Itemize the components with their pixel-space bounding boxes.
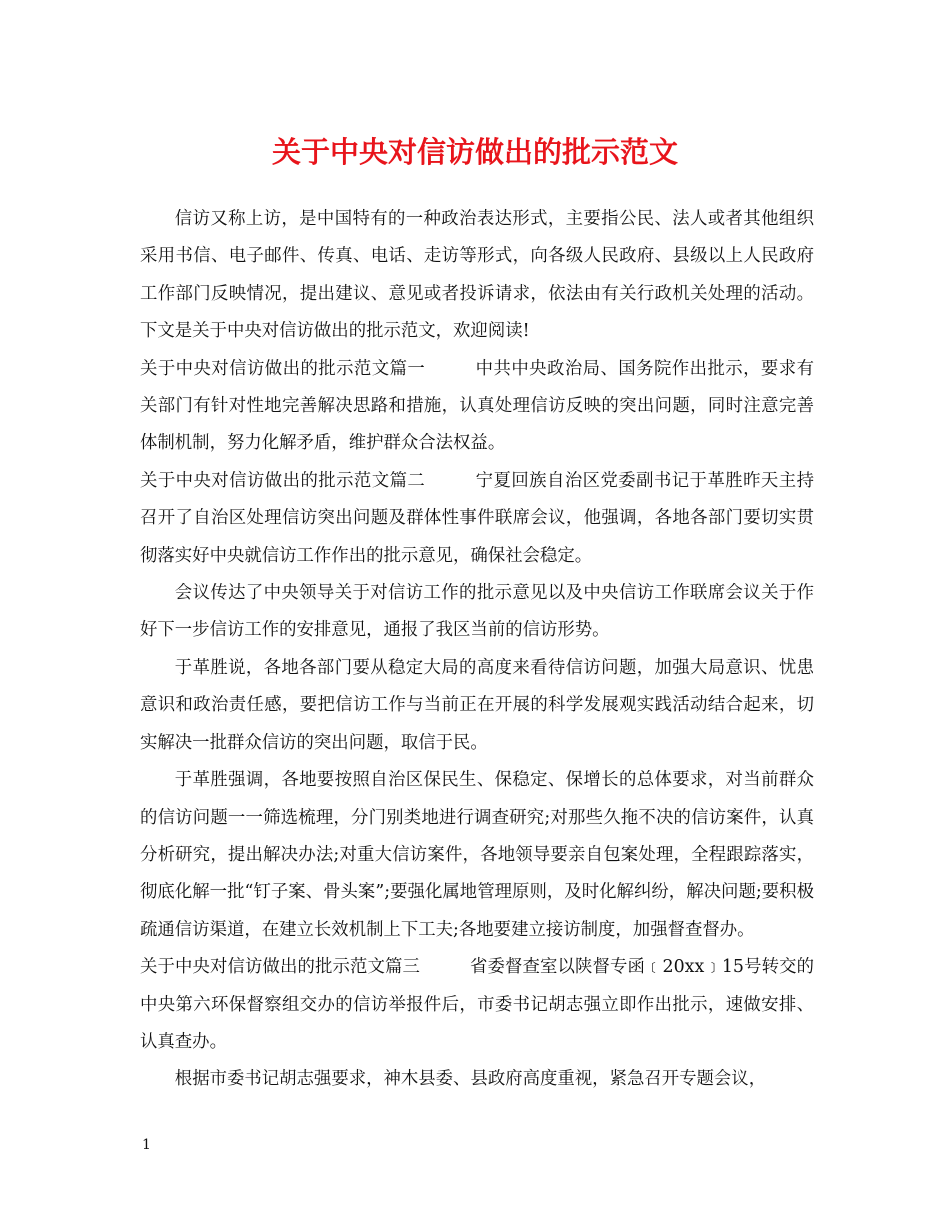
paragraph-section-3 bbox=[140, 949, 814, 1061]
page-number: 1 bbox=[142, 1137, 151, 1153]
paragraph-yu-said: 于革胜说，各地各部门要从稳定大局的高度来看待信访问题，加强大局意识、忧患意识和政治责任感，要把信访工作与当前正在开展的科学发展观实践活动结合起来，切实解决一批群众信访的突出问题，取信于民。 bbox=[140, 657, 814, 753]
paragraph-yu-emphasized: 于革胜强调，各地要按照自治区保民生、保稳定、保增长的总体要求，对当前群众的信访问题一一筛选梳理，分门别类地进行调查研究;对那些久拖不决的信访案件，认真分析研究，提出解决办法;对重大信访案件，各地领导要亲自包案处理，全程跟踪落实，彻底化解一批“钉子案、骨头案”;要强化属地管理原则，及时化解纠纷，解决问题;要积极疏通信访渠道，在建立长效机制上下工夫;各地要建立接访制度，加强督查督办。 bbox=[140, 770, 814, 940]
paragraph-meeting: 会议传达了中央领导关于对信访工作的批示意见以及中央信访工作联席会议关于作好下一步信访工作的安排意见，通报了我区当前的信访形势。 bbox=[140, 583, 814, 641]
section-heading-3: 关于中央对信访做出的批示范文篇三 bbox=[140, 957, 420, 978]
section-heading-2: 关于中央对信访做出的批示范文篇二 bbox=[140, 470, 426, 491]
paragraph-intro: 信访又称上访，是中国特有的一种政治表达形式，主要指公民、法人或者其他组织采用书信、电子邮件、传真、电话、走访等形式，向各级人民政府、县级以上人民政府工作部门反映情况，提出建议、意见或者投诉请求，依法由有关行政机关处理的活动。下文是关于中央对信访做出的批示范文，欢迎阅读! bbox=[140, 209, 814, 342]
section-text-1: 中共中央政治局、国务院作出批示，要求有关部门有针对性地完善解决思路和措施，认真处理信访反映的突出问题，同时注意完善体制机制，努力化解矛盾，维护群众合法权益。 bbox=[140, 358, 814, 454]
section-text-3: 省委督查室以陕督专函﹝20xx﹞15号转交的中央第六环保督察组交办的信访举报件后，市委书记胡志强立即作出批示，速做安排、认真查办。 bbox=[140, 957, 814, 1052]
document-title: 关于中央对信访做出的批示范文 bbox=[271, 135, 678, 169]
section-text-2: 宁夏回族自治区党委副书记于革胜昨天主持召开了自治区处理信访突出问题及群体性事件联席会议，他强调，各地各部门要切实贯彻落实好中央就信访工作作出的批示意见，确保社会稳定。 bbox=[140, 470, 814, 566]
paragraph-section-2 bbox=[140, 463, 814, 575]
section-heading-1: 关于中央对信访做出的批示范文篇一 bbox=[140, 358, 426, 379]
document-body bbox=[140, 201, 814, 1099]
paragraph-shenmu: 根据市委书记胡志强要求，神木县委、县政府高度重视，紧急召开专题会议， bbox=[174, 1069, 767, 1090]
paragraph-section-1 bbox=[140, 351, 814, 463]
